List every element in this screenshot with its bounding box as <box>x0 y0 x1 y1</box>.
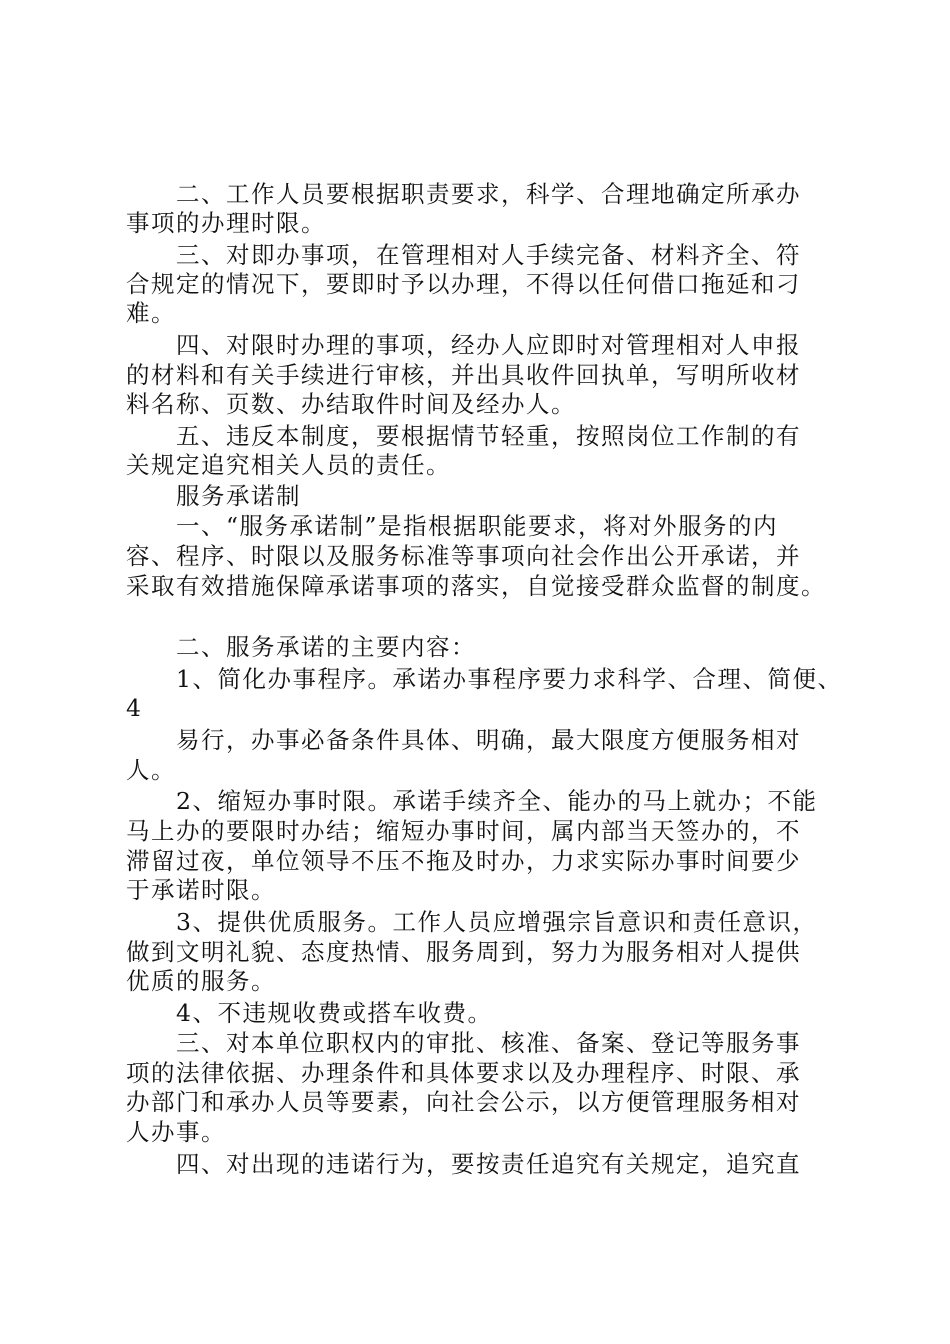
text-line: 优质的服务。 <box>126 967 276 995</box>
text-line: 四、对限时办理的事项，经办人应即时对管理相对人申报 <box>126 331 801 359</box>
text-line: 项的法律依据、办理条件和具体要求以及办理程序、时限、承 <box>126 1059 801 1087</box>
text-line: 采取有效措施保障承诺事项的落实，自觉接受群众监督的制度。 <box>126 572 826 600</box>
text-line: 办部门和承办人员等要素，向社会公示，以方便管理服务相对 <box>126 1088 801 1116</box>
text-line: 三、对即办事项，在管理相对人手续完备、材料齐全、符 <box>126 241 801 269</box>
text-line: 马上办的要限时办结；缩短办事时间，属内部当天签办的，不 <box>126 817 801 845</box>
section-heading: 服务承诺制 <box>126 482 301 510</box>
text-line: 于承诺时限。 <box>126 876 276 904</box>
text-line: 2、缩短办事时限。承诺手续齐全、能办的马上就办；不能 <box>126 787 818 815</box>
text-line: 难。 <box>126 299 176 327</box>
text-line: 三、对本单位职权内的审批、核准、备案、登记等服务事 <box>126 1029 801 1057</box>
text-line: 料名称、页数、办结取件时间及经办人。 <box>126 390 576 418</box>
page-number: 4 <box>126 694 143 722</box>
text-line: 易行，办事必备条件具体、明确，最大限度方便服务相对 <box>126 726 801 754</box>
text-line: 二、工作人员要根据职责要求，科学、合理地确定所承办 <box>126 180 801 208</box>
text-line: 事项的办理时限。 <box>126 209 326 237</box>
text-line: 滞留过夜，单位领导不压不拖及时办，力求实际办事时间要少 <box>126 847 801 875</box>
text-line: 1、简化办事程序。承诺办事程序要力求科学、合理、简便、 <box>126 665 843 693</box>
text-line: 做到文明礼貌、态度热情、服务周到，努力为服务相对人提供 <box>126 938 801 966</box>
text-line: 一、“服务承诺制”是指根据职能要求，将对外服务的内 <box>126 512 779 540</box>
text-line: 二、服务承诺的主要内容： <box>126 633 476 661</box>
text-line: 关规定追究相关人员的责任。 <box>126 451 451 479</box>
text-line: 人。 <box>126 756 176 784</box>
text-line: 人办事。 <box>126 1118 226 1146</box>
text-line: 3、提供优质服务。工作人员应增强宗旨意识和责任意识， <box>126 908 818 936</box>
text-line: 四、对出现的违诺行为，要按责任追究有关规定，追究直 <box>126 1150 801 1178</box>
text-line: 五、违反本制度，要根据情节轻重，按照岗位工作制的有 <box>126 422 801 450</box>
text-line: 容、程序、时限以及服务标准等事项向社会作出公开承诺，并 <box>126 542 801 570</box>
text-line: 4、不违规收费或搭车收费。 <box>126 999 493 1027</box>
text-line: 的材料和有关手续进行审核，并出具收件回执单，写明所收材 <box>126 361 801 389</box>
text-line: 合规定的情况下，要即时予以办理，不得以任何借口拖延和刁 <box>126 270 801 298</box>
